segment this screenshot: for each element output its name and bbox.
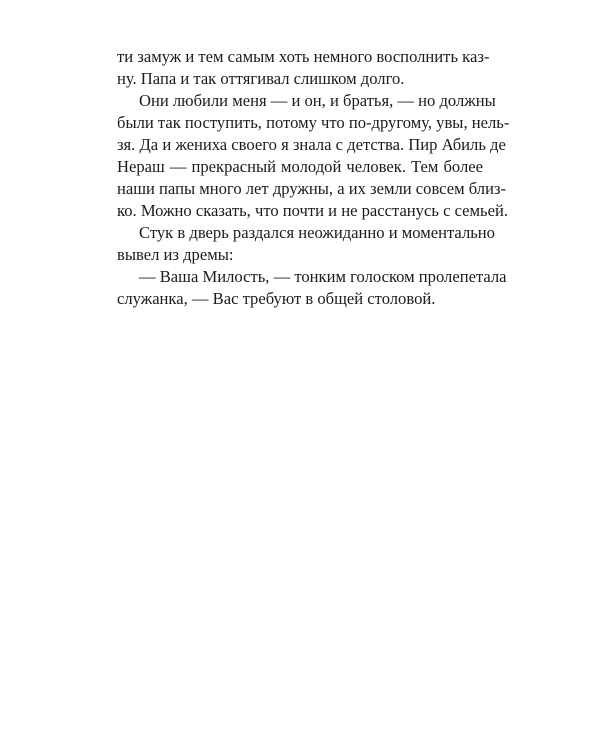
- text-line: наши папы много лет дружны, а их земли совсем близ-: [117, 179, 507, 198]
- text-line: вывел из дремы:: [117, 245, 234, 264]
- text-line: были так поступить, потому что по-другому, увы, нель-: [117, 113, 510, 132]
- text-line: ну. Папа и так оттягивал слишком долго.: [117, 69, 405, 88]
- text-line: зя. Да и жениха своего я знала с детства. Пир Абиль де: [117, 135, 506, 154]
- text-line: Нераш — прекрасный молодой человек. Тем более: [117, 157, 483, 176]
- text-line: ти замуж и тем самым хоть немного восполнить каз-: [117, 47, 490, 66]
- text-body: [117, 46, 510, 310]
- paragraph-start-line: Они любили меня — и он, и братья, — но должны: [139, 91, 496, 110]
- text-line: служанка, — Вас требуют в общей столовой.: [117, 289, 436, 308]
- text-line: ко. Можно сказать, что почти и не расстанусь с семьей.: [117, 201, 508, 220]
- paragraph-start-line: — Ваша Милость, — тонким голоском пролепетала: [139, 267, 507, 286]
- paragraph-start-line: Стук в дверь раздался неожиданно и моментально: [139, 223, 495, 242]
